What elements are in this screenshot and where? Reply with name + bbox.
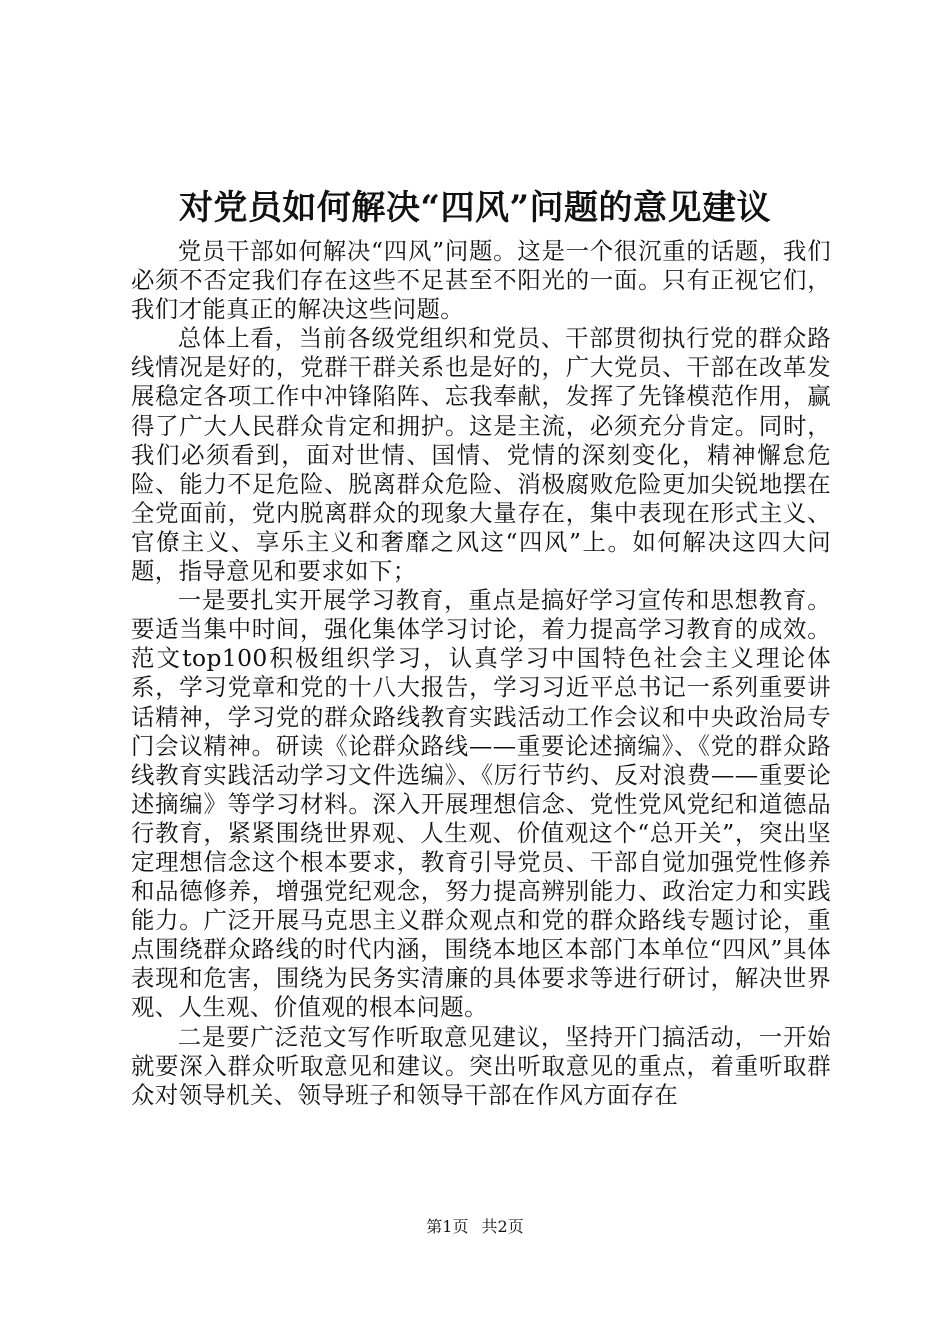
paragraph: 一是要扎实开展学习教育，重点是搞好学习宣传和思想教育。要适当集中时间，强化集体学习讨论，着力提高学习教育的成效。范文top100积极组织学习，认真学习中国特色社会主义理论体系，学习党章和党的十八大报告，学习习近平总书记一系列重要讲话精神，学习党的群众路线教育实践活动工作会议和中央政治局专门会议精神。研读《论群众路线——重要论述摘编》、《党的群众路线教育实践活动学习文件选编》、《厉行节约、反对浪费——重要论述摘编》等学习材料。深入开展理想信念、党性党风党纪和道德品行教育，紧紧围绕世界观、人生观、价值观这个“总开关”，突出坚定理想信念这个根本要求，教育引导党员、干部自觉加强党性修养和品德修养，增强党纪观念，努力提高辨别能力、政治定力和实践能力。广泛开展马克思主义群众观点和党的群众路线专题讨论，重点围绕群众路线的时代内涵，围绕本地区本部门本单位“四风”具体表现和危害，围绕为民务实清廉的具体要求等进行研讨，解决世界观、人生观、价值观的根本问题。 bbox=[131, 586, 831, 1022]
document-body bbox=[131, 237, 831, 1110]
paragraph: 党员干部如何解决“四风”问题。这是一个很沉重的话题，我们必须不否定我们存在这些不足甚至不阳光的一面。只有正视它们，我们才能真正的解决这些问题。 bbox=[131, 237, 831, 324]
paragraph: 总体上看，当前各级党组织和党员、干部贯彻执行党的群众路线情况是好的，党群干群关系也是好的，广大党员、干部在改革发展稳定各项工作中冲锋陷阵、忘我奉献，发挥了先锋模范作用，赢得了广大人民群众肯定和拥护。这是主流，必须充分肯定。同时，我们必须看到，面对世情、国情、党情的深刻变化，精神懈怠危险、能力不足危险、脱离群众危险、消极腐败危险更加尖锐地摆在全党面前，党内脱离群众的现象大量存在，集中表现在形式主义、官僚主义、享乐主义和奢靡之风这“四风”上。如何解决这四大问题，指导意见和要求如下； bbox=[131, 324, 831, 586]
page-footer bbox=[0, 1217, 950, 1237]
document-title: 对党员如何解决“四风”问题的意见建议 bbox=[178, 188, 772, 228]
page-number: 第1页 bbox=[426, 1217, 469, 1236]
paragraph: 二是要广泛范文写作听取意见建议，坚持开门搞活动，一开始就要深入群众听取意见和建议。突出听取意见的重点，着重听取群众对领导机关、领导班子和领导干部在作风方面存在 bbox=[131, 1022, 831, 1109]
page-total: 共2页 bbox=[481, 1217, 524, 1236]
